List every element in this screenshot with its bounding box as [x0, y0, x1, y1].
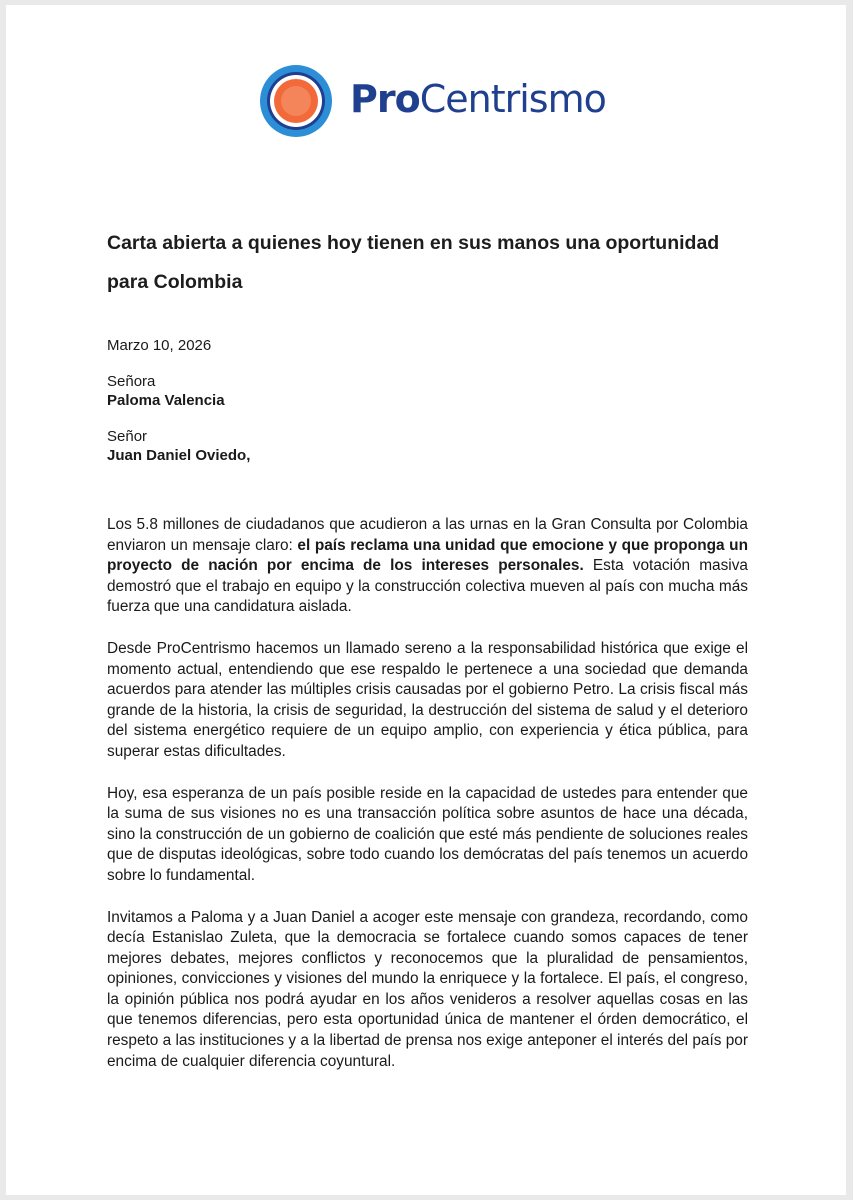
target-rings-icon — [258, 63, 334, 139]
recipient-2-salutation: Señor — [107, 428, 148, 445]
paragraph-2: Desde ProCentrismo hacemos un llamado sereno a la responsabilidad histórica que exige el momento actual, entendiendo que ese respaldo le pertenece a una sociedad que demanda acuerdos para atender las múltiples crisis causadas por el gobierno Petro. La crisis fiscal más grande de la historia, la crisis de seguridad, la destrucción del sistema de salud y el deterioro del sistema energético requiere de un equipo amplio, con experiencia y ética pública, para superar estas dificultades. — [107, 639, 748, 760]
letter-body — [107, 515, 748, 1093]
paragraph-1 — [107, 515, 748, 618]
logo-wordmark-centrismo: Centrismo — [419, 77, 606, 121]
paragraph-1-intro: Los 5.8 millones de ciudadanos que acudieron a las urnas en la Gran Consulta por Colombia enviaron un mensaje claro: — [107, 516, 748, 554]
recipient-2-name-text: Juan Daniel Oviedo, — [107, 447, 251, 464]
paragraph-1-outro: Esta votación masiva demostró que el trabajo en equipo y la construcción colectiva mueven al país con mucha más fuerza que una candidatura aislada. — [107, 557, 748, 616]
logo-wordmark-pro: Pro — [350, 77, 420, 121]
procentrismo-logo — [258, 63, 618, 143]
recipient-1-name — [107, 391, 747, 410]
recipient-2-name — [107, 446, 747, 465]
paragraph-3: Hoy, esa esperanza de un país posible reside en la capacidad de ustedes para entender que la suma de sus visiones no es una transacción política sobre asuntos de hace una década, sino la construcción de un gobierno de coalición que esté más pendiente de soluciones reales que de disputas ideológicas, sobre todo cuando los demócratas del país tenemos un acuerdo sobre lo fundamental. — [107, 784, 748, 884]
recipient-1-name-text: Paloma Valencia — [107, 392, 225, 409]
paragraph-1-highlight: el país reclama una unidad que emocione y que proponga un proyecto de nación por encima de los intereses personales. — [107, 536, 748, 575]
letter-page — [6, 5, 846, 1195]
paragraph-4: Invitamos a Paloma y a Juan Daniel a acoger este mensaje con grandeza, recordando, como decía Estanislao Zuleta, que la democracia se fortalece cuando somos capaces de tener mejores debates, mejores conflictos y reconocemos que la pluralidad de pensamientos, opiniones, convicciones y visiones del mundo la enriquece y la fortalece. El país, el congreso, la opinión pública nos podrá ayudar en los años venideros a resolver aquellas cosas en las que tenemos diferencias, pero esta oportunidad única de mantener el órden democrático, el respeto a las instituciones y a la libertad de prensa nos exige anteponer el interés del país por encima de cualquier diferencia coyuntural. — [107, 908, 748, 1070]
recipient-1-salutation: Señora — [107, 373, 156, 390]
letter-title: Carta abierta a quienes hoy tienen en sus manos una oportunidad para Colombia — [107, 232, 720, 293]
letter-date: Marzo 10, 2026 — [107, 337, 212, 354]
logo-wordmark — [350, 77, 606, 121]
